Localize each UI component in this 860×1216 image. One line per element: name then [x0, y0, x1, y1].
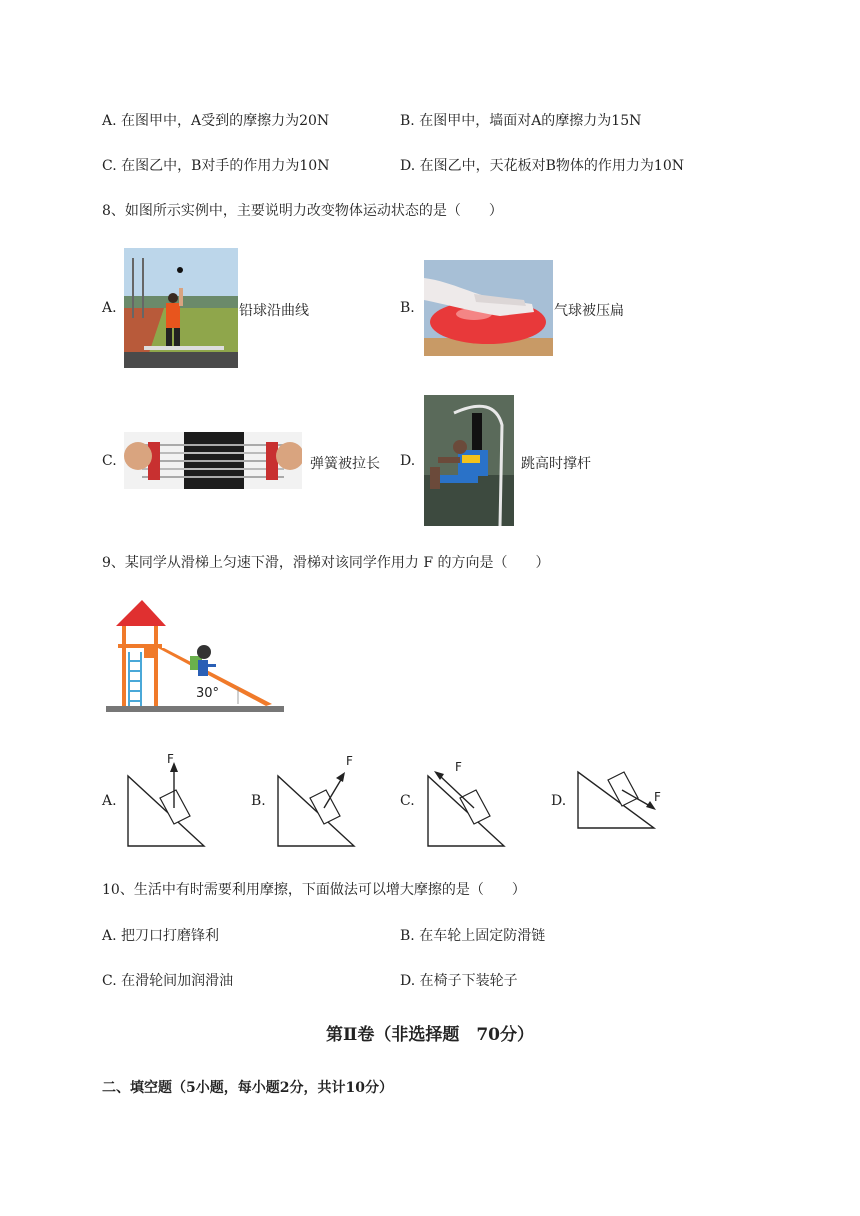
q10-option-d: D. 在椅子下装轮子: [400, 973, 518, 989]
q9-option-c-diagram: [422, 746, 512, 850]
q8-stem: 8、如图所示实例中，主要说明力改变物体运动状态的是（ ）: [102, 203, 503, 219]
slide-illustration: [104, 598, 286, 720]
slide-angle-label: 30°: [196, 686, 220, 701]
shot-put-photo: [124, 248, 238, 368]
q7-option-b: B. 在图甲中，墙面对A的摩擦力为15N: [400, 113, 642, 129]
q7-option-d: D. 在图乙中，天花板对B物体的作用力为10N: [400, 158, 684, 174]
section-2-subtitle: 二、填空题（5小题，每小题2分，共计10分）: [102, 1080, 393, 1096]
q9-option-b-letter: B.: [251, 793, 266, 809]
q9-option-a-letter: A.: [102, 793, 117, 809]
q8-c-caption: 弹簧被拉长: [310, 456, 380, 472]
force-label-d: F: [654, 790, 661, 804]
q10-stem: 10、生活中有时需要利用摩擦，下面做法可以增大摩擦的是（ ）: [102, 882, 526, 898]
q10-option-b: B. 在车轮上固定防滑链: [400, 928, 546, 944]
force-label-c: F: [455, 760, 462, 774]
q10-option-c: C. 在滑轮间加润滑油: [102, 973, 234, 989]
q8-b-letter: B.: [400, 300, 415, 316]
force-label-b: F: [346, 754, 353, 768]
q8-d-letter: D.: [400, 453, 416, 469]
q7-option-c: C. 在图乙中，B对手的作用力为10N: [102, 158, 330, 174]
q9-option-d-letter: D.: [551, 793, 567, 809]
section-2-title: 第Ⅱ卷（非选择题 70分）: [326, 1025, 534, 1045]
q8-b-caption: 气球被压扁: [554, 303, 624, 319]
balloon-photo: [424, 260, 553, 356]
spring-expander-photo: [124, 432, 302, 489]
force-label-a: F: [167, 752, 174, 766]
q9-option-c-letter: C.: [400, 793, 415, 809]
q10-option-a: A. 把刀口打磨锋利: [102, 928, 220, 944]
q8-a-caption: 铅球沿曲线: [239, 303, 309, 319]
q9-stem: 9、某同学从滑梯上匀速下滑，滑梯对该同学作用力 F 的方向是（ ）: [102, 555, 550, 571]
q8-d-caption: 跳高时撑杆: [521, 456, 591, 472]
q8-c-letter: C.: [102, 453, 117, 469]
pole-vault-photo: [424, 395, 514, 526]
q7-option-a: A. 在图甲中，A受到的摩擦力为20N: [102, 113, 330, 129]
q8-a-letter: A.: [102, 300, 117, 316]
q9-option-d-diagram: [572, 746, 662, 850]
